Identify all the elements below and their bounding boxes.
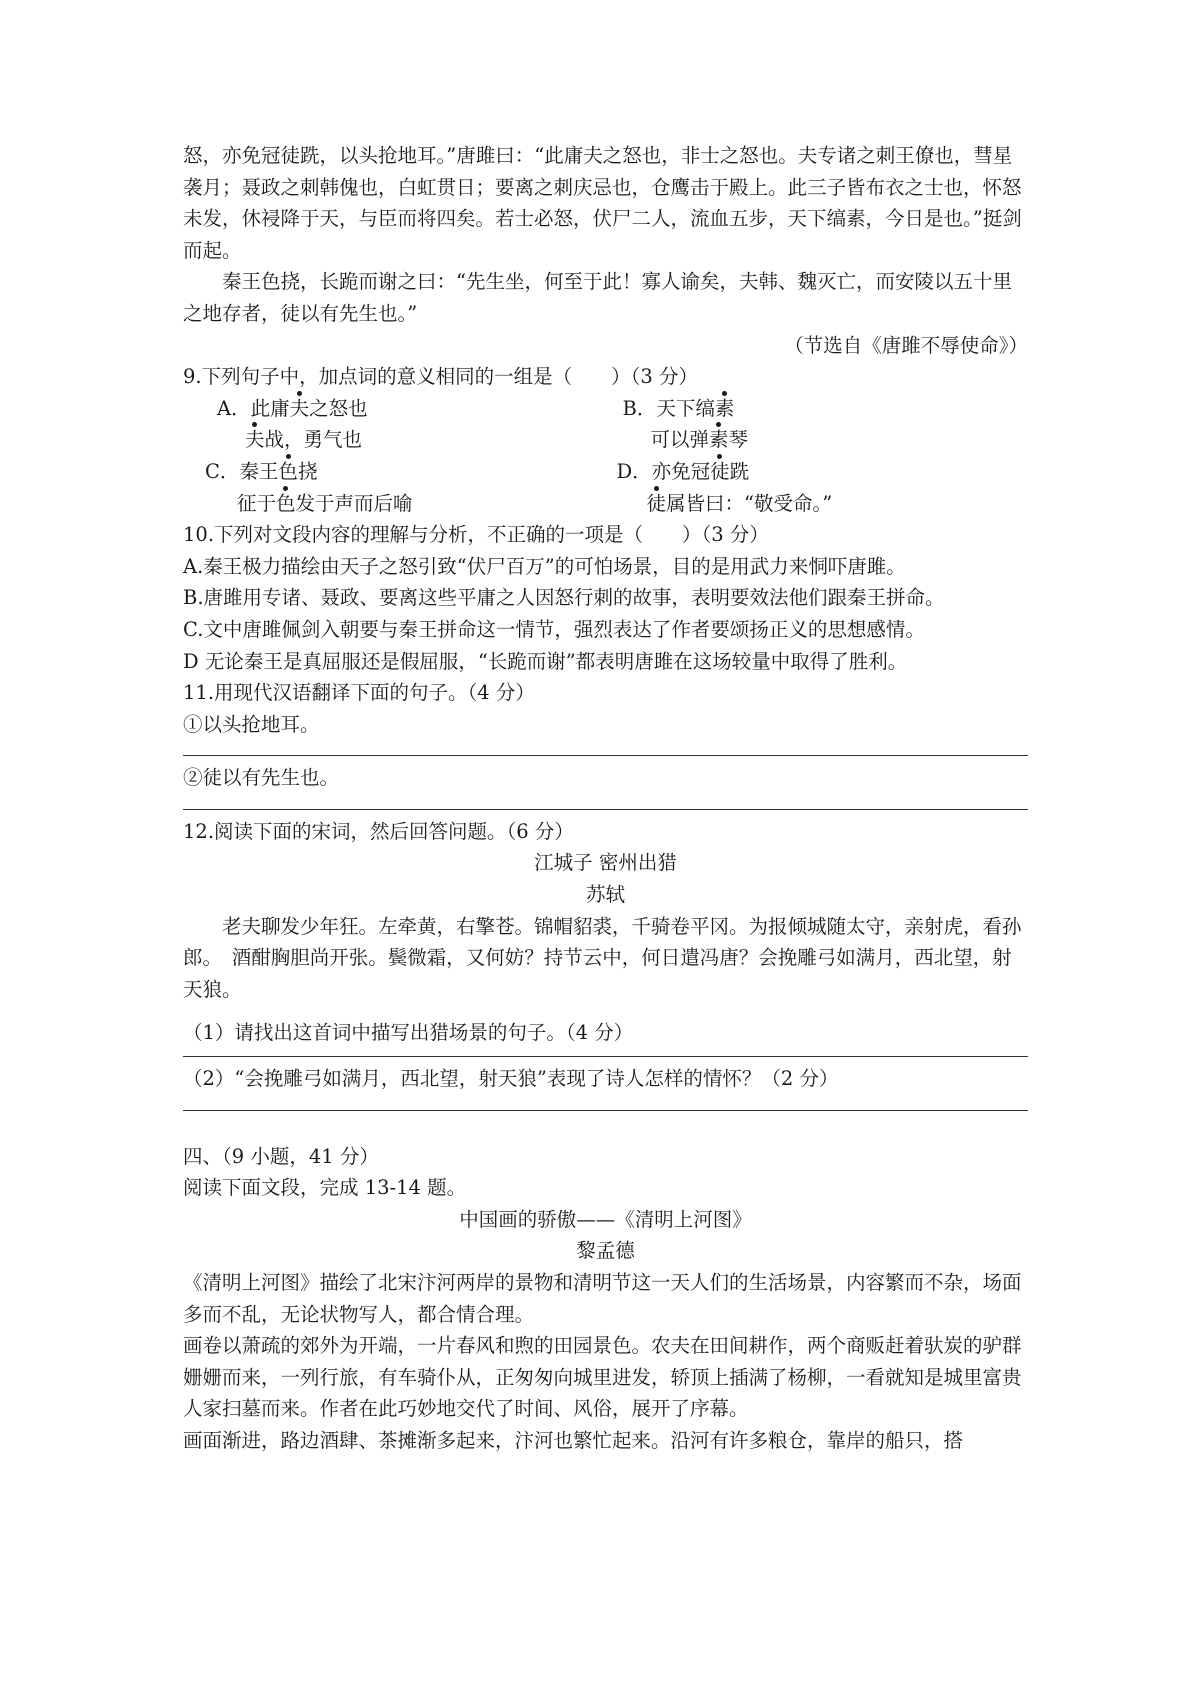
question-10-stem: 10.下列对文段内容的理解与分析，不正确的一项是（ ）（3 分） — [183, 523, 769, 547]
question-12-stem: 12.阅读下面的宋词，然后回答问题。（6 分） — [183, 819, 574, 843]
option-d-line-2 — [619, 488, 1029, 520]
poem-title: 江城子 密州出猎 — [534, 851, 677, 875]
article-paragraph-1: 《清明上河图》描绘了北宋汴河两岸的景物和清明节这一天人们的生活场景，内容繁而不杂，场面多而不乱，无论状物写人，都合情合理。 — [183, 1271, 1022, 1326]
answer-line[interactable] — [183, 808, 1028, 810]
section-4-heading: 四、（9 小题，41 分） — [183, 1144, 379, 1168]
question-9-stem: 9.下列句子中，加点词的意义相同的一组是（ ）（3 分） — [183, 365, 698, 389]
dotted-word: 徒 — [647, 488, 667, 520]
section-4-instruction: 阅读下面文段，完成 13-14 题。 — [183, 1176, 467, 1200]
question-9-options-row-1 — [183, 393, 1028, 425]
dotted-word: 夫 — [245, 424, 265, 456]
option-text: B．天下缟 — [622, 396, 715, 420]
option-text: D．亦免冠 — [616, 459, 711, 483]
dotted-word: 素 — [715, 393, 735, 425]
question-12-sub-1: （1）请找出这首词中描写出猎场景的句子。（4 分） — [183, 1021, 634, 1045]
question-12-sub-2: （2）“会挽雕弓如满月，西北望，射天狼”表现了诗人怎样的情怀？（2 分） — [183, 1067, 839, 1091]
question-10-option-b: B.唐雎用专诸、聂政、要离这些平庸之人因怒行刺的故事，表明要效法他们跟秦王拼命。 — [183, 586, 945, 610]
poem-text: 老夫聊发少年狂。左牵黄，右擎苍。锦帽貂裘，千骑卷平冈。为报倾城随太守，亲射虎，看孙郎。 酒酣胸胆尚开张。鬓微霜，又何妨？持节云中，何日遣冯唐？会挽雕弓如满月，西北望，射天狼。 — [183, 914, 1022, 1001]
passage-source: （节选自《唐雎不辱使命》） — [784, 333, 1028, 357]
passage-paragraph-1: 怒，亦免冠徒跣，以头抢地耳。”唐雎曰：“此庸夫之怒也，非士之怒也。夫专诸之刺王僚也，彗星袭月；聂政之刺韩傀也，白虹贯日；要离之刺庆忌也，仓鹰击于殿上。此三子皆布衣之士也，怀怒未发，休祲降于天，与臣而将四矣。若士必怒，伏尸二人，流血五步，天下缟素，今日是也。”挺剑而起。 — [183, 144, 1022, 262]
question-9-options-row-4 — [183, 488, 1028, 520]
option-text: 挠 — [297, 459, 318, 483]
passage-paragraph-2: 秦王色挠，长跪而谢之曰：“先生坐，何至于此！寡人谕矣，夫韩、魏灭亡，而安陵以五十里之地存者，徒以有先生也。” — [183, 270, 1012, 325]
question-10-option-c: C.文中唐雎佩剑入朝要与秦王拼命这一情节，强烈表达了作者要颂扬正义的思想感情。 — [183, 617, 925, 641]
option-text: 战，勇气也 — [264, 428, 363, 452]
spacer — [183, 1005, 1028, 1017]
option-a-line-1 — [183, 393, 623, 425]
option-a-line-2 — [183, 424, 623, 456]
option-c-line-2 — [183, 488, 619, 520]
answer-line[interactable] — [183, 754, 1028, 756]
poem-author: 苏轼 — [585, 883, 625, 907]
article-title: 中国画的骄傲——《清明上河图》 — [459, 1207, 752, 1231]
option-text: 发于声而后喻 — [295, 491, 413, 515]
question-11-sentence-1: ①以头抢地耳。 — [183, 712, 320, 736]
question-11-sentence-2: ②徒以有先生也。 — [183, 766, 340, 790]
option-text: 琴 — [728, 428, 749, 452]
option-b-line-2 — [623, 424, 1029, 456]
option-text: 跣 — [729, 459, 750, 483]
question-9-options-row-2 — [183, 424, 1028, 456]
article-paragraph-3: 画面渐进，路边酒肆、茶摊渐多起来，汴河也繁忙起来。沿河有许多粮仓，靠岸的船只，搭 — [183, 1428, 964, 1452]
dotted-word: 色 — [276, 488, 296, 520]
option-text: C．秦王 — [205, 459, 279, 483]
answer-line[interactable] — [183, 1055, 1028, 1057]
article-author: 黎孟德 — [576, 1239, 635, 1263]
dotted-word: 夫 — [290, 393, 310, 425]
dotted-word: 徒 — [710, 456, 730, 488]
question-9-options-row-3 — [183, 456, 1028, 488]
question-11-stem: 11.用现代汉语翻译下面的句子。（4 分） — [183, 681, 535, 705]
spacer — [183, 1117, 1028, 1141]
answer-line[interactable] — [183, 1109, 1028, 1111]
question-10-option-d: D 无论秦王是真屈服还是假屈服，“长跪而谢”都表明唐雎在这场较量中取得了胜利。 — [183, 649, 908, 673]
option-text: 征于 — [237, 491, 277, 515]
option-b-line-1 — [623, 393, 1029, 425]
question-10-option-a: A.秦王极力描绘由天子之怒引致“伏尸百万”的可怕场景，目的是用武力来恫吓唐雎。 — [183, 554, 906, 578]
dotted-word: 色 — [278, 456, 298, 488]
option-text: 可以弹 — [650, 428, 710, 452]
option-c-line-1 — [183, 456, 617, 488]
article-paragraph-2: 画卷以萧疏的郊外为开端，一片春风和煦的田园景色。农夫在田间耕作，两个商贩赶着驮炭的驴群姗姗而来，一列行旅，有车骑仆从，正匆匆向城里进发，轿顶上插满了杨柳，一看就知是城里富贵人家扫墓而来。作者在此巧妙地交代了时间、风俗，展开了序幕。 — [183, 1334, 1022, 1421]
option-text: A．此庸 — [217, 396, 290, 420]
document-page — [183, 140, 1028, 1457]
option-text: 属皆曰：“敬受命。” — [666, 491, 833, 515]
dotted-word: 素 — [709, 424, 729, 456]
option-d-line-1 — [617, 456, 1029, 488]
option-text: 之怒也 — [309, 396, 368, 420]
